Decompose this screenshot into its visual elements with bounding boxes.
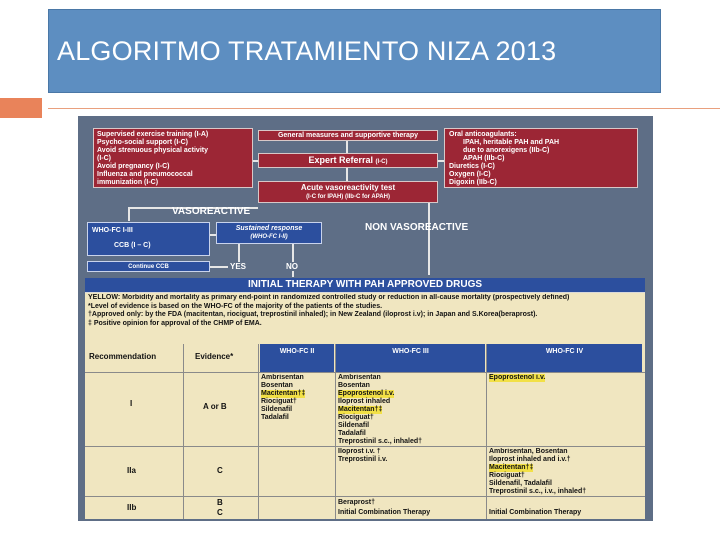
vasoreactivity-test-label: Acute vasoreactivity test <box>300 183 396 192</box>
row-iia-fc4 <box>489 448 642 496</box>
anticoag-line: Diuretics (I-C) <box>449 163 495 170</box>
drug-entry: Riociguat† <box>489 472 525 479</box>
supportive-line: Avoid strenuous physical activity <box>97 147 208 154</box>
col-divider <box>486 344 487 519</box>
connector-line <box>428 203 430 275</box>
row-i-fc3 <box>338 374 485 446</box>
drug-entry: Initial Combination Therapy <box>489 509 582 516</box>
general-measures-label: General measures and supportive therapy <box>277 132 419 139</box>
drug-entry: Iloprost inhaled <box>338 398 391 405</box>
connector-line <box>438 160 444 162</box>
anticoag-line: APAH (IIb-C) <box>463 155 505 162</box>
row-iib-evidence-b: B <box>217 498 223 507</box>
drug-entry: Iloprost i.v. † <box>338 448 381 455</box>
anticoag-line: IPAH, heritable PAH and PAH <box>463 139 560 146</box>
drug-entry: Treprostinil s.c., inhaled† <box>338 438 423 445</box>
row-i-recommendation: I <box>130 399 133 408</box>
header-who-fc-iii <box>336 344 485 372</box>
drug-entry: Tadalafil <box>338 430 366 437</box>
evidence-notes <box>88 294 643 342</box>
anticoag-line: due to anorexigens (IIb-C) <box>463 147 550 154</box>
row-iia-recommendation: IIa <box>127 466 136 475</box>
row-divider <box>85 372 645 373</box>
header-who-fc-iv-label: WHO-FC IV <box>545 348 584 355</box>
supportive-line: (I-C) <box>97 155 111 162</box>
supportive-line: Psycho-social support (I-C) <box>97 139 189 146</box>
col-divider <box>183 344 184 519</box>
note-yellow: YELLOW: Morbidity and mortality as primary end-point in randomized controlled study or reduction in all-cause mortality (prospectively defined) <box>88 294 570 301</box>
row-i-evidence: A or B <box>203 402 227 411</box>
row-iib-fc4 <box>489 508 642 519</box>
header-evidence: Evidence* <box>195 352 234 361</box>
connector-line <box>346 141 348 153</box>
anticoag-line: Digoxin (IIb-C) <box>449 179 497 186</box>
non-vasoreactive-label: NON VASOREACTIVE <box>365 222 469 233</box>
no-label: NO <box>286 262 298 271</box>
connector-line <box>346 168 348 181</box>
sustained-response-label: Sustained response <box>235 225 303 232</box>
connector-line <box>128 207 130 221</box>
note-chmp: ‡ Positive opinion for approval of the CHMP of EMA. <box>88 319 262 327</box>
header-who-fc-ii-label: WHO-FC II <box>279 348 315 355</box>
anticoag-line: Oral anticoagulants: <box>449 131 517 138</box>
row-iia-evidence: C <box>217 466 223 475</box>
row-iib-evidence-c: C <box>217 508 223 517</box>
header-who-fc-iv <box>487 344 642 372</box>
note-level: *Level of evidence is based on the WHO-FC of the majority of the patients of the studies. <box>88 302 383 310</box>
anticoag-line: Oxygen (I-C) <box>449 171 491 178</box>
continue-ccb-label: Continue CCB <box>128 264 169 270</box>
drug-entry: Iloprost inhaled and i.v.† <box>489 456 571 463</box>
vasoreactivity-test-grade: (I-C for IPAH) (IIb-C for APAH) <box>306 194 390 200</box>
col-divider <box>335 344 336 519</box>
supportive-line: Influenza and pneumococcal <box>97 171 193 178</box>
drug-entry: Ambrisentan <box>338 374 381 381</box>
who-fc-ccb-box <box>87 222 210 256</box>
drug-entry: Riociguat† <box>261 398 297 405</box>
drug-entry: Riociguat† <box>338 414 374 421</box>
drug-entry: Bosentan <box>338 382 370 389</box>
row-divider <box>85 446 645 447</box>
drug-entry: Initial Combination Therapy <box>338 509 431 516</box>
header-who-fc-iii-label: WHO-FC III <box>392 348 429 355</box>
connector-line <box>238 244 240 262</box>
header-who-fc-ii <box>260 344 334 372</box>
ccb-label: CCB (I – C) <box>114 242 151 249</box>
drug-entry: Sildenafil, Tadalafil <box>489 480 552 487</box>
accent-rule <box>48 108 720 109</box>
row-divider <box>85 496 645 497</box>
drug-entry: Macitentan†‡ <box>338 406 383 413</box>
slide-title-bar <box>48 9 661 93</box>
yes-label: YES <box>230 262 247 271</box>
drug-entry: Tadalafil <box>261 414 289 421</box>
row-iib-fc3 <box>338 498 485 519</box>
supportive-measures-box <box>93 128 253 188</box>
row-i-fc4 <box>489 374 642 446</box>
drug-entry: Macitentan†‡ <box>489 464 534 471</box>
row-iia-fc3 <box>338 448 485 494</box>
initial-therapy-label: INITIAL THERAPY WITH PAH APPROVED DRUGS <box>247 279 483 290</box>
drug-entry: Ambrisentan <box>261 374 304 381</box>
drug-entry: Ambrisentan, Bosentan <box>489 448 568 455</box>
drug-entry: Bosentan <box>261 382 293 389</box>
drug-entry: Treprostinil i.v. <box>338 456 388 463</box>
supportive-line: immunization (I-C) <box>97 179 159 186</box>
oral-anticoagulants-box <box>444 128 638 188</box>
accent-block <box>0 98 42 118</box>
slide-title: ALGORITMO TRATAMIENTO NIZA 2013 <box>57 36 557 66</box>
recommendation-table <box>85 344 645 519</box>
connector-line <box>210 266 228 268</box>
expert-referral-grade: (I-C) <box>375 159 388 165</box>
vasoreactive-label: VASOREACTIVE <box>172 206 251 217</box>
note-approved: †Approved only: by the FDA (macitentan, riociguat, treprostinil inhaled); in New Zealand (iloprost i.v); in Japan and S.Korea(beraprost). <box>88 311 538 319</box>
drug-entry: Epoprostenol i.v. <box>489 374 546 381</box>
supportive-line: Avoid pregnancy (I-C) <box>97 163 170 170</box>
general-measures-box <box>258 130 438 141</box>
connector-line <box>292 271 294 277</box>
continue-ccb-box <box>87 261 210 272</box>
drug-entry: Epoprostenol i.v. <box>338 390 395 397</box>
drug-entry: Treprostinil s.c., i.v., inhaled† <box>489 488 587 495</box>
col-divider <box>258 344 259 519</box>
supportive-line: Supervised exercise training (I-A) <box>97 131 209 138</box>
row-iib-recommendation: IIb <box>127 503 137 512</box>
row-i-fc2 <box>261 374 334 446</box>
who-fc-label: WHO-FC I-III <box>92 227 133 234</box>
drug-entry: Macitentan†‡ <box>261 390 306 397</box>
vasoreactivity-test-box <box>258 181 438 203</box>
drug-entry: Sildenafil <box>261 406 293 413</box>
connector-line <box>292 244 294 262</box>
header-recommendation: Recommendation <box>89 352 157 361</box>
sustained-response-sub: (WHO-FC I-II) <box>250 234 288 240</box>
expert-referral-box <box>258 153 438 168</box>
drug-entry: Sildenafil <box>338 422 370 429</box>
sustained-response-box <box>216 222 322 244</box>
initial-therapy-header <box>85 278 645 293</box>
expert-referral-label: Expert Referral <box>308 155 373 165</box>
drug-entry: Beraprost† <box>338 499 375 506</box>
